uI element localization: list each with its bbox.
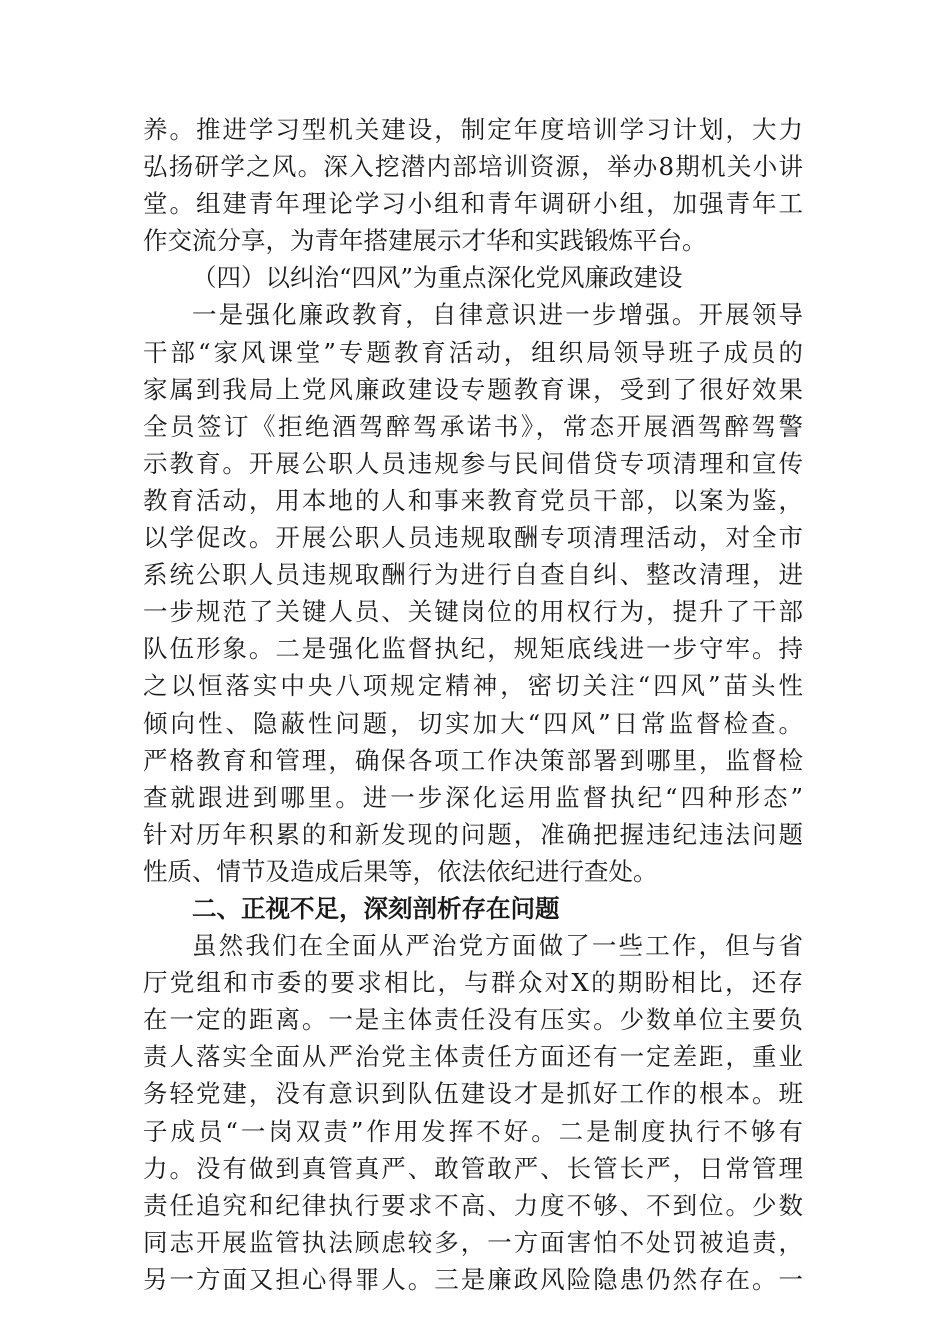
text-line: 之以恒落实中央八项规定精神，密切关注“四风”苗头性 [143,671,803,701]
text-line: 弘扬研学之风。深入挖潜内部培训资源，举办8期机关小讲 [143,152,803,182]
text-line: 责人落实全面从严治党主体责任方面还有一定差距，重业 [143,1042,803,1072]
text-line: 教育活动，用本地的人和事来教育党员干部，以案为鉴， [143,485,803,515]
text-line: 在一定的距离。一是主体责任没有压实。少数单位主要负 [143,1005,803,1035]
text-line: 严格教育和管理，确保各项工作决策部署到哪里，监督检 [143,745,803,775]
text-line: 作交流分享，为青年搭建展示才华和实践锻炼平台。 [143,226,707,256]
text-line: 查就跟进到哪里。进一步深化运用监督执纪“四种形态” [143,782,803,812]
text-line: 倾向性、隐蔽性问题，切实加大“四风”日常监督检查。 [143,708,803,738]
text-line: 同志开展监管执法顾虑较多，一方面害怕不处罚被追责， [143,1227,803,1257]
text-line: 堂。组建青年理论学习小组和青年调研小组，加强青年工 [143,189,803,219]
text-line: 系统公职人员违规取酬行为进行自查自纠、整改清理，进 [143,560,803,590]
text-line: 家属到我局上党风廉政建设专题教育课，受到了很好效果 [143,374,803,404]
text-line: 性质、情节及造成后果等，依法依纪进行查处。 [143,856,658,886]
text-line: 子成员“一岗双责”作用发挥不好。二是制度执行不够有 [143,1116,803,1146]
text-line: 示教育。开展公职人员违规参与民间借贷专项清理和宣传 [143,448,803,478]
text-line: 干部“家风课堂”专题教育活动，组织局领导班子成员的 [143,337,803,367]
section-heading: 二、正视不足，深刻剖析存在问题 [192,893,560,923]
text-line: 以学促改。开展公职人员违规取酬专项清理活动，对全市 [143,523,803,553]
text-line: 虽然我们在全面从严治党方面做了一些工作，但与省 [192,931,803,961]
text-line: 一步规范了关键人员、关键岗位的用权行为，提升了干部 [143,597,803,627]
text-line: 针对历年积累的和新发现的问题，准确把握违纪违法问题 [143,819,803,849]
text-line: 养。推进学习型机关建设，制定年度培训学习计划，大力 [143,115,803,144]
text-line: 责任追究和纪律执行要求不高、力度不够、不到位。少数 [143,1190,803,1220]
text-line: 力。没有做到真管真严、敢管敢严、长管长严，日常管理 [143,1153,803,1183]
text-line: （四）以纠治“四风”为重点深化党风廉政建设 [192,263,683,293]
text-line: 队伍形象。二是强化监督执纪，规矩底线进一步守牢。持 [143,634,803,664]
text-line: 全员签订《拒绝酒驾醉驾承诺书》，常态开展酒驾醉驾警 [143,411,803,441]
document-body [143,111,803,1298]
text-line: 另一方面又担心得罪人。三是廉政风险隐患仍然存在。一 [143,1264,803,1294]
text-line: 务轻党建，没有意识到队伍建设才是抓好工作的根本。班 [143,1079,803,1109]
text-line: 一是强化廉政教育，自律意识进一步增强。开展领导 [192,300,803,330]
text-line: 厅党组和市委的要求相比，与群众对X的期盼相比，还存 [143,968,803,998]
